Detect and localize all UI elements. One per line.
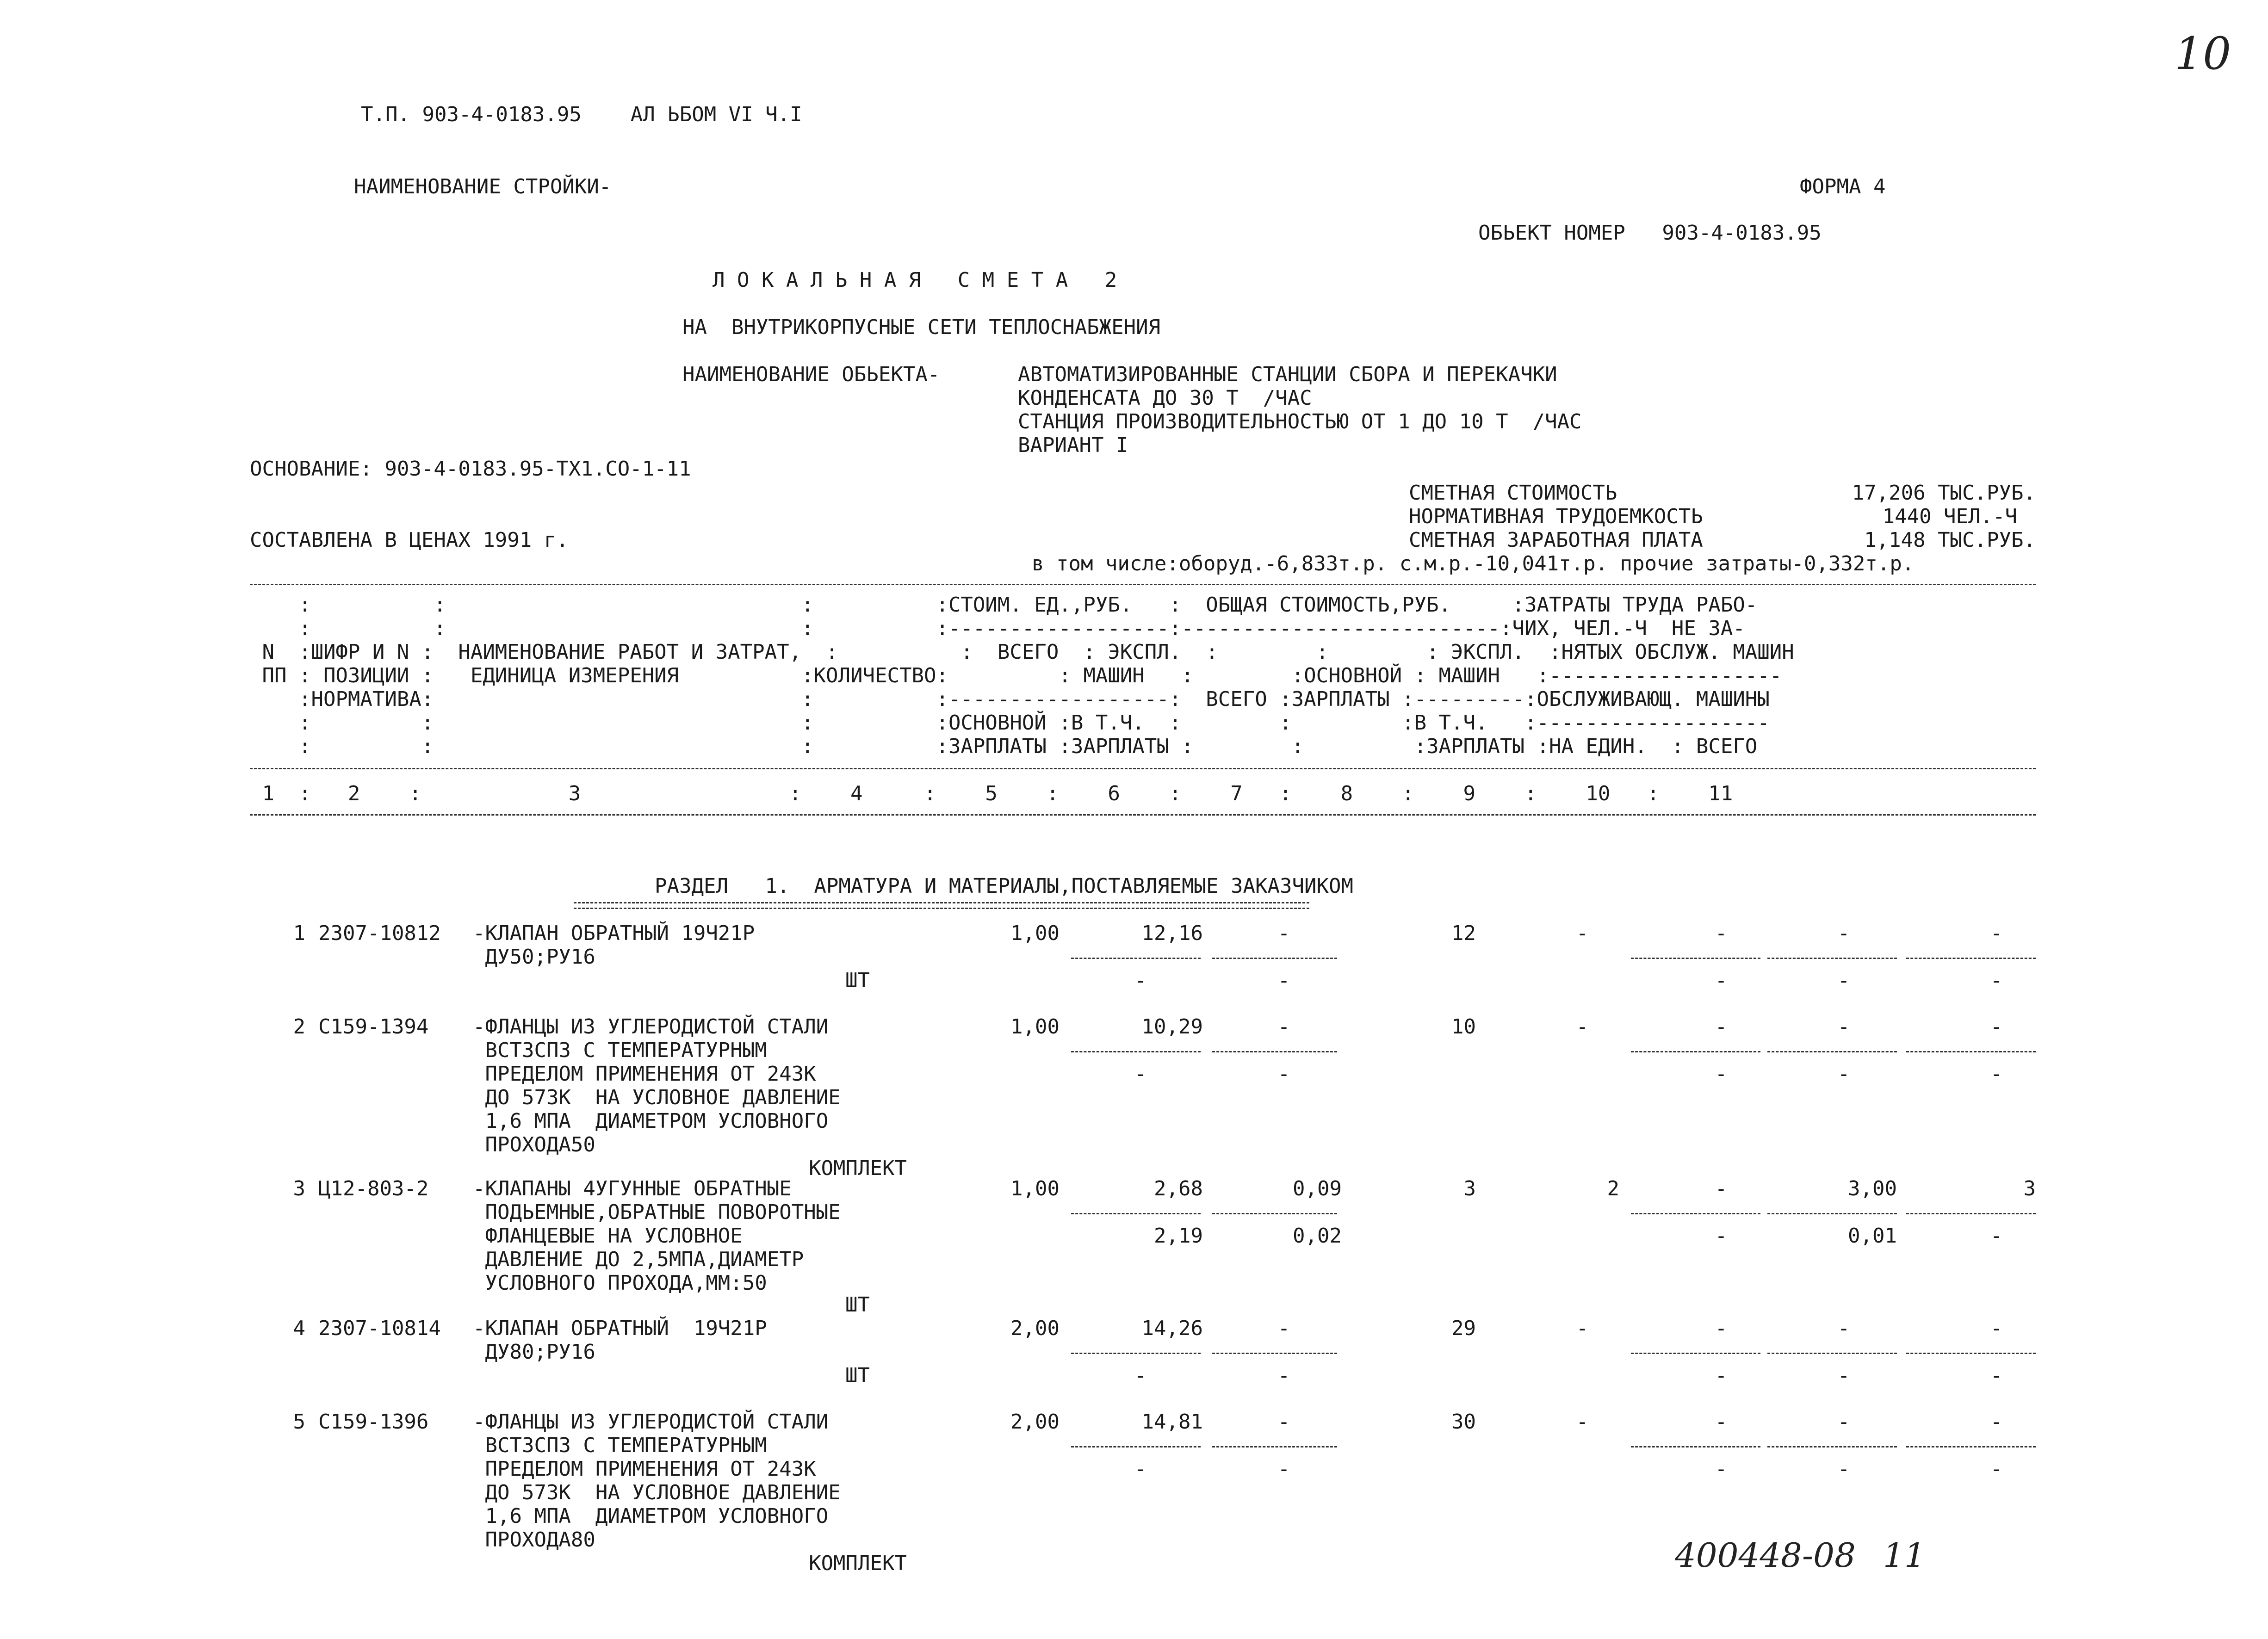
cell-labor-machine-unit: 0,01 — [1848, 1224, 1897, 1248]
cell-total: 10 — [1451, 1015, 1476, 1039]
summary-value: 1440 ЧЕЛ.-Ч — [1882, 505, 2017, 528]
cell-unit-total: 2,68 — [1154, 1177, 1203, 1200]
cell-unit-total: 14,26 — [1141, 1317, 1203, 1340]
cell-machine-wages: - — [1715, 1364, 1728, 1387]
cell-unit-machine-wages: - — [1277, 1457, 1290, 1481]
cell-divider — [1212, 1213, 1337, 1214]
cell-divider — [1071, 1353, 1201, 1354]
row-name-line: ВСТЗСПЗ С ТЕМПЕРАТУРНЫМ — [473, 1039, 767, 1062]
object-number: ОБЬЕКТ НОМЕР 903-4-0183.95 — [1478, 221, 1822, 245]
header-line: ПП : ПОЗИЦИИ : ЕДИНИЦА ИЗМЕРЕНИЯ :КОЛИЧЕСТВО: : МАШИН : :ОСНОВНОЙ : МАШИН :------------------- — [250, 664, 1782, 687]
cell-quantity: 1,00 — [1010, 1015, 1060, 1039]
cell-quantity: 1,00 — [1010, 922, 1060, 945]
document-title: Л О К А Л Ь Н А Я С М Е Т А 2 — [713, 268, 1117, 292]
row-code: 2307-10814 — [318, 1317, 441, 1340]
row-name-line: ДАВЛЕНИЕ ДО 2,5МПА,ДИАМЕТР — [473, 1248, 804, 1271]
cell-divider — [1212, 1446, 1337, 1447]
row-unit: ШТ — [845, 969, 870, 992]
cell-labor-machine-unit: - — [1837, 969, 1850, 992]
summary-label: СМЕТНАЯ СТОИМОСТЬ — [1409, 481, 1617, 505]
row-name-line: -КЛАПАН ОБРАТНЫЙ 19Ч21Р — [473, 1317, 767, 1340]
cell-divider — [1767, 958, 1897, 959]
cell-divider — [1631, 1446, 1760, 1447]
cell-total-wages: - — [1576, 922, 1589, 945]
cell-divider — [1212, 958, 1337, 959]
cell-total: 3 — [1463, 1177, 1476, 1200]
cell-divider — [1631, 1213, 1760, 1214]
row-name-line: ВСТЗСПЗ С ТЕМПЕРАТУРНЫМ — [473, 1434, 767, 1457]
cell-divider — [1071, 1446, 1201, 1447]
cell-total-wages: - — [1576, 1317, 1589, 1340]
basis-reference: ОСНОВАНИЕ: 903-4-0183.95-ТХ1.СО-1-11 — [250, 457, 691, 481]
row-name-line: ПОДЬЕМНЫЕ,ОБРАТНЫЕ ПОВОРОТНЫЕ — [473, 1200, 841, 1224]
cell-labor-total: - — [1990, 1317, 2003, 1340]
cell-labor-unit: - — [1837, 922, 1850, 945]
cell-total-machine: - — [1715, 1177, 1728, 1200]
row-name-line: ДО 573К НА УСЛОВНОЕ ДАВЛЕНИЕ — [473, 1086, 841, 1109]
cell-unit-wages: - — [1134, 1062, 1147, 1086]
row-code: Ц12-803-2 — [318, 1177, 429, 1200]
cell-machine-wages: - — [1715, 1062, 1728, 1086]
cell-divider — [1071, 1051, 1201, 1052]
cell-divider — [1906, 958, 2036, 959]
row-name-line: ФЛАНЦЕВЫЕ НА УСЛОВНОЕ — [473, 1224, 743, 1248]
row-number: 2 — [293, 1015, 305, 1039]
cell-total-machine: - — [1715, 922, 1728, 945]
cell-divider — [1906, 1446, 2036, 1447]
cell-unit-total: 10,29 — [1141, 1015, 1203, 1039]
object-line: АВТОМАТИЗИРОВАННЫЕ СТАНЦИИ СБОРА И ПЕРЕКАЧКИ — [1018, 363, 1557, 386]
cell-quantity: 1,00 — [1010, 1177, 1060, 1200]
cell-labor-total: 3 — [2023, 1177, 2036, 1200]
cell-total: 30 — [1451, 1410, 1476, 1434]
cell-divider — [1906, 1353, 2036, 1354]
cell-total-wages: - — [1576, 1015, 1589, 1039]
cell-unit-wages: 2,19 — [1154, 1224, 1203, 1248]
cell-divider — [1631, 1353, 1760, 1354]
cell-unit-machine: 0,09 — [1293, 1177, 1342, 1200]
object-line: КОНДЕНСАТА ДО 30 Т /ЧАС — [1018, 386, 1312, 410]
cell-divider — [1906, 1213, 2036, 1214]
summary-label: НОРМАТИВНАЯ ТРУДОЕМКОСТЬ — [1409, 505, 1703, 528]
cell-total-machine: - — [1715, 1317, 1728, 1340]
header-line: :НОРМАТИВА: : :------------------: ВСЕГО :ЗАРПЛАТЫ :---------:ОБСЛУЖИВАЮЩ. МАШИНЫ — [250, 687, 1770, 711]
section-title: РАЗДЕЛ 1. АРМАТУРА И МАТЕРИАЛЫ,ПОСТАВЛЯЕМЫЕ ЗАКАЗЧИКОМ — [655, 874, 1353, 898]
header-line: : : : :------------------:--------------------------:ЧИХ, ЧЕЛ.-Ч НЕ ЗА- — [250, 617, 1745, 640]
cell-unit-machine-wages: 0,02 — [1293, 1224, 1342, 1248]
cell-unit-machine: - — [1277, 1015, 1290, 1039]
object-line: ВАРИАНТ I — [1018, 433, 1128, 457]
cell-labor-machine-unit: - — [1837, 1457, 1850, 1481]
column-numbers: 1 : 2 : 3 : 4 : 5 : 6 : 7 : 8 : 9 : 10 : 11 — [250, 782, 1733, 805]
cell-labor-machine-unit: - — [1837, 1062, 1850, 1086]
row-code: 2307-10812 — [318, 922, 441, 945]
cell-total: 29 — [1451, 1317, 1476, 1340]
cell-unit-wages: - — [1134, 969, 1147, 992]
row-name-line: ПРЕДЕЛОМ ПРИМЕНЕНИЯ ОТ 243К — [473, 1457, 816, 1481]
cell-unit-total: 14,81 — [1141, 1410, 1203, 1434]
cell-total: 12 — [1451, 922, 1476, 945]
row-name-line: 1,6 МПА ДИАМЕТРОМ УСЛОВНОГО — [473, 1109, 829, 1133]
cell-divider — [1631, 958, 1760, 959]
cell-machine-wages: - — [1715, 1457, 1728, 1481]
row-name-line: -КЛАПАН ОБРАТНЫЙ 19Ч21Р — [473, 922, 755, 945]
row-name-line: -ФЛАНЦЫ ИЗ УГЛЕРОДИСТОЙ СТАЛИ — [473, 1015, 829, 1039]
album-reference: Т.П. 903-4-0183.95 АЛ ЬБОМ VI Ч.I — [361, 103, 802, 126]
cell-labor-machine-total: - — [1990, 1457, 2003, 1481]
cell-divider — [1212, 1051, 1337, 1052]
prices-year: СОСТАВЛЕНА В ЦЕНАХ 1991 г. — [250, 528, 569, 552]
summary-value: 1,148 ТЫС.РУБ. — [1864, 528, 2036, 552]
document-subtitle: НА ВНУТРИКОРПУСНЫЕ СЕТИ ТЕПЛОСНАБЖЕНИЯ — [682, 315, 1161, 339]
object-label: НАИМЕНОВАНИЕ ОБЬЕКТА- — [682, 363, 940, 386]
handwritten-sheet-number: 11 — [1883, 1536, 1926, 1575]
cell-labor-unit: - — [1837, 1317, 1850, 1340]
row-name-line: ДО 573К НА УСЛОВНОЕ ДАВЛЕНИЕ — [473, 1481, 841, 1504]
cell-labor-machine-total: - — [1990, 1224, 2003, 1248]
cell-labor-unit: - — [1837, 1015, 1850, 1039]
row-name-line: УСЛОВНОГО ПРОХОДА,ММ:50 — [473, 1271, 767, 1295]
row-name-line: ПРОХОДА80 — [473, 1528, 595, 1552]
cell-total-wages: - — [1576, 1410, 1589, 1434]
cell-labor-unit: 3,00 — [1848, 1177, 1897, 1200]
cell-divider — [1767, 1213, 1897, 1214]
cell-machine-wages: - — [1715, 969, 1728, 992]
cell-divider — [1071, 1213, 1201, 1214]
cell-divider — [1767, 1353, 1897, 1354]
cell-unit-machine-wages: - — [1277, 1364, 1290, 1387]
cell-labor-unit: - — [1837, 1410, 1850, 1434]
cell-divider — [1212, 1353, 1337, 1354]
row-name-line: -КЛАПАНЫ 4УГУННЫЕ ОБРАТНЫЕ — [473, 1177, 792, 1200]
row-name-line: 1,6 МПА ДИАМЕТРОМ УСЛОВНОГО — [473, 1504, 829, 1528]
cell-divider — [1767, 1446, 1897, 1447]
row-number: 3 — [293, 1177, 305, 1200]
cell-divider — [1071, 958, 1201, 959]
cost-breakdown: в том числе:оборуд.-6,833т.р. с.м.р.-10,041т.р. прочие затраты-0,332т.р. — [1032, 552, 1915, 575]
summary-label: СМЕТНАЯ ЗАРАБОТНАЯ ПЛАТА — [1409, 528, 1703, 552]
cell-unit-wages: - — [1134, 1364, 1147, 1387]
cell-labor-machine-total: - — [1990, 969, 2003, 992]
header-rule-top — [250, 584, 2036, 585]
object-line: СТАНЦИЯ ПРОИЗВОДИТЕЛЬНОСТЬЮ ОТ 1 ДО 10 Т /ЧАС — [1018, 410, 1582, 433]
cell-labor-machine-total: - — [1990, 1062, 2003, 1086]
cell-unit-machine: - — [1277, 1410, 1290, 1434]
section-underline — [574, 902, 1309, 909]
header-rule-middle — [250, 768, 2036, 769]
cell-labor-total: - — [1990, 922, 2003, 945]
cell-labor-total: - — [1990, 1015, 2003, 1039]
header-line: : : : :ОСНОВНОЙ :В Т.Ч. : : :В Т.Ч. :------------------- — [250, 711, 1770, 735]
row-name-line: ДУ50;РУ16 — [473, 945, 595, 969]
form-number: ФОРМА 4 — [1800, 175, 1886, 198]
row-code: С159-1396 — [318, 1410, 429, 1434]
cell-total-wages: 2 — [1607, 1177, 1619, 1200]
cell-unit-machine: - — [1277, 1317, 1290, 1340]
cell-unit-total: 12,16 — [1141, 922, 1203, 945]
construction-label: НАИМЕНОВАНИЕ СТРОЙКИ- — [354, 175, 612, 198]
cell-divider — [1631, 1051, 1760, 1052]
row-name-line: ДУ80;РУ16 — [473, 1340, 595, 1364]
cell-total-machine: - — [1715, 1410, 1728, 1434]
row-unit: КОМПЛЕКТ — [809, 1552, 907, 1575]
row-name-line: ПРОХОДА50 — [473, 1133, 595, 1157]
handwritten-archive-number: 400448-08 — [1675, 1536, 1856, 1575]
row-name-line: -ФЛАНЦЫ ИЗ УГЛЕРОДИСТОЙ СТАЛИ — [473, 1410, 829, 1434]
row-number: 1 — [293, 922, 305, 945]
cell-quantity: 2,00 — [1010, 1410, 1060, 1434]
row-number: 5 — [293, 1410, 305, 1434]
row-unit: КОМПЛЕКТ — [809, 1157, 907, 1180]
cell-total-machine: - — [1715, 1015, 1728, 1039]
row-number: 4 — [293, 1317, 305, 1340]
cell-unit-machine: - — [1277, 922, 1290, 945]
row-unit: ШТ — [845, 1293, 870, 1317]
header-rule-bottom — [250, 814, 2036, 816]
cell-machine-wages: - — [1715, 1224, 1728, 1248]
handwritten-page-number: 10 — [2175, 28, 2231, 80]
header-line: : : : :СТОИМ. ЕД.,РУБ. : ОБЩАЯ СТОИМОСТЬ,РУБ. :ЗАТРАТЫ ТРУДА РАБО- — [250, 593, 1758, 617]
cell-labor-total: - — [1990, 1410, 2003, 1434]
cell-unit-wages: - — [1134, 1457, 1147, 1481]
cell-divider — [1767, 1051, 1897, 1052]
cell-quantity: 2,00 — [1010, 1317, 1060, 1340]
cell-labor-machine-unit: - — [1837, 1364, 1850, 1387]
header-line: N :ШИФР И N : НАИМЕНОВАНИЕ РАБОТ И ЗАТРАТ, : : ВСЕГО : ЭКСПЛ. : : : ЭКСПЛ. :НЯТЫХ ОБСЛУЖ. МАШИН — [250, 640, 1794, 664]
cell-unit-machine-wages: - — [1277, 1062, 1290, 1086]
row-name-line: ПРЕДЕЛОМ ПРИМЕНЕНИЯ ОТ 243К — [473, 1062, 816, 1086]
summary-value: 17,206 ТЫС.РУБ. — [1852, 481, 2036, 505]
row-code: С159-1394 — [318, 1015, 429, 1039]
cell-unit-machine-wages: - — [1277, 969, 1290, 992]
header-line: : : : :ЗАРПЛАТЫ :ЗАРПЛАТЫ : : :ЗАРПЛАТЫ :НА ЕДИН. : ВСЕГО — [250, 735, 1758, 758]
row-unit: ШТ — [845, 1364, 870, 1387]
cell-divider — [1906, 1051, 2036, 1052]
cell-labor-machine-total: - — [1990, 1364, 2003, 1387]
